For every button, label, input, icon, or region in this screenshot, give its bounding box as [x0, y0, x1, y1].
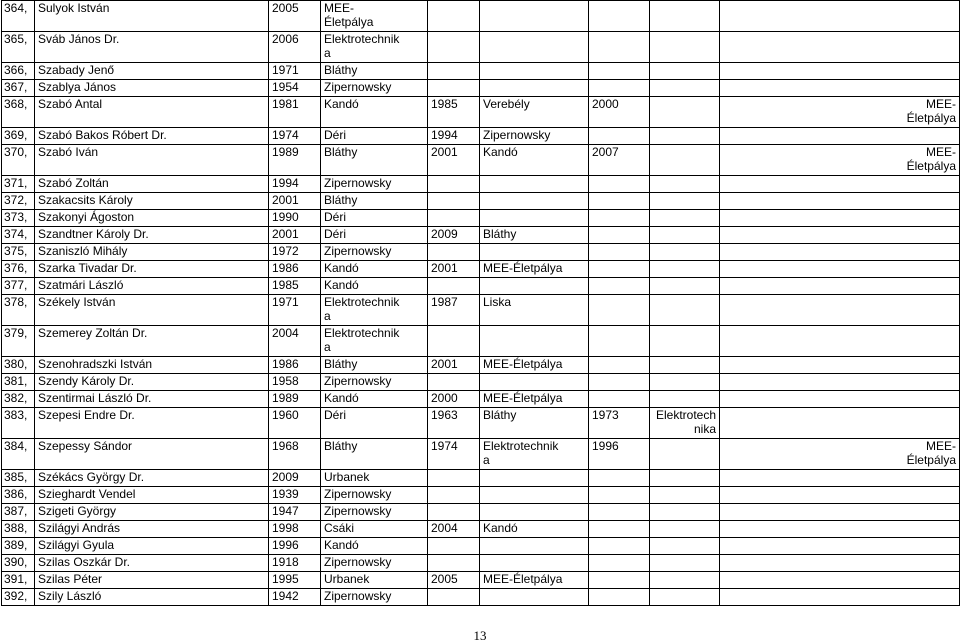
- row-number: 383,: [2, 408, 35, 439]
- year-1-cell: 1998: [269, 521, 321, 538]
- year-2-cell: [428, 374, 480, 391]
- year-2-cell: [428, 32, 480, 63]
- person-name: Szabó Antal: [35, 97, 269, 128]
- row-number: 378,: [2, 295, 35, 326]
- year-3-cell: [589, 521, 650, 538]
- award-4-cell: [720, 63, 960, 80]
- table-row: [2, 193, 960, 210]
- award-2-cell: MEE-Életpálya: [480, 572, 589, 589]
- year-2-cell: [428, 193, 480, 210]
- year-1-cell: 1985: [269, 278, 321, 295]
- person-name: Szablya János: [35, 80, 269, 97]
- year-2-cell: 2001: [428, 357, 480, 374]
- row-number: 382,: [2, 391, 35, 408]
- row-number: 364,: [2, 1, 35, 32]
- award-3-cell: [650, 32, 720, 63]
- award-1-cell: Déri: [321, 210, 428, 227]
- year-1-cell: 1972: [269, 244, 321, 261]
- person-name: Szakacsits Károly: [35, 193, 269, 210]
- row-number: 386,: [2, 487, 35, 504]
- year-1-cell: 1942: [269, 589, 321, 606]
- person-name: Székely István: [35, 295, 269, 326]
- award-4-cell: [720, 128, 960, 145]
- award-4-cell: [720, 227, 960, 244]
- award-2-cell: [480, 589, 589, 606]
- table-row: [2, 145, 960, 176]
- award-3-cell: [650, 470, 720, 487]
- award-2-cell: [480, 538, 589, 555]
- year-1-cell: 1990: [269, 210, 321, 227]
- award-2-cell: Liska: [480, 295, 589, 326]
- year-3-cell: [589, 589, 650, 606]
- year-2-cell: [428, 504, 480, 521]
- person-name: Szily László: [35, 589, 269, 606]
- award-4-cell: [720, 538, 960, 555]
- person-name: Szigeti György: [35, 504, 269, 521]
- year-2-cell: 1985: [428, 97, 480, 128]
- award-2-cell: Verebély: [480, 97, 589, 128]
- year-3-cell: [589, 1, 650, 32]
- table-row: [2, 538, 960, 555]
- year-2-cell: 2005: [428, 572, 480, 589]
- table-row: [2, 32, 960, 63]
- award-1-cell: Zipernowsky: [321, 80, 428, 97]
- year-1-cell: 2005: [269, 1, 321, 32]
- award-4-cell: [720, 210, 960, 227]
- award-3-cell: [650, 538, 720, 555]
- year-2-cell: [428, 470, 480, 487]
- award-4-cell: [720, 572, 960, 589]
- person-name: Szemerey Zoltán Dr.: [35, 326, 269, 357]
- award-3-cell: [650, 295, 720, 326]
- row-number: 379,: [2, 326, 35, 357]
- award-4-cell: [720, 374, 960, 391]
- year-3-cell: [589, 244, 650, 261]
- year-3-cell: [589, 210, 650, 227]
- year-2-cell: [428, 278, 480, 295]
- year-3-cell: [589, 63, 650, 80]
- table-row: [2, 470, 960, 487]
- year-3-cell: [589, 295, 650, 326]
- row-number: 371,: [2, 176, 35, 193]
- award-3-cell: [650, 391, 720, 408]
- table-row: [2, 504, 960, 521]
- award-1-cell: Bláthy: [321, 193, 428, 210]
- award-2-cell: [480, 487, 589, 504]
- award-4-cell: [720, 80, 960, 97]
- row-number: 369,: [2, 128, 35, 145]
- table-row: [2, 589, 960, 606]
- row-number: 381,: [2, 374, 35, 391]
- year-2-cell: [428, 1, 480, 32]
- award-3-cell: [650, 439, 720, 470]
- person-name: Szilas Oszkár Dr.: [35, 555, 269, 572]
- award-2-cell: Kandó: [480, 145, 589, 176]
- person-name: Szabó Zoltán: [35, 176, 269, 193]
- table-row: [2, 408, 960, 439]
- year-2-cell: [428, 538, 480, 555]
- award-3-cell: [650, 145, 720, 176]
- year-3-cell: [589, 32, 650, 63]
- person-name: Szatmári László: [35, 278, 269, 295]
- year-1-cell: 1939: [269, 487, 321, 504]
- award-2-cell: [480, 210, 589, 227]
- year-1-cell: 2009: [269, 470, 321, 487]
- person-name: Szepesi Endre Dr.: [35, 408, 269, 439]
- award-1-cell: Urbanek: [321, 470, 428, 487]
- award-4-cell: [720, 176, 960, 193]
- year-1-cell: 1981: [269, 97, 321, 128]
- table-row: [2, 357, 960, 374]
- award-4-cell: [720, 487, 960, 504]
- award-1-cell: Elektrotechnik a: [321, 295, 428, 326]
- award-1-cell: Kandó: [321, 261, 428, 278]
- award-2-cell: [480, 470, 589, 487]
- award-3-cell: [650, 521, 720, 538]
- year-2-cell: [428, 326, 480, 357]
- year-1-cell: 1974: [269, 128, 321, 145]
- award-3-cell: [650, 128, 720, 145]
- award-1-cell: Bláthy: [321, 145, 428, 176]
- award-3-cell: [650, 1, 720, 32]
- table-row: [2, 80, 960, 97]
- year-2-cell: 2009: [428, 227, 480, 244]
- year-1-cell: 1996: [269, 538, 321, 555]
- row-number: 365,: [2, 32, 35, 63]
- year-2-cell: 2004: [428, 521, 480, 538]
- year-2-cell: [428, 487, 480, 504]
- year-3-cell: 1973: [589, 408, 650, 439]
- award-2-cell: [480, 63, 589, 80]
- year-1-cell: 1994: [269, 176, 321, 193]
- award-3-cell: [650, 63, 720, 80]
- person-name: Szakonyi Ágoston: [35, 210, 269, 227]
- year-3-cell: [589, 572, 650, 589]
- year-3-cell: [589, 555, 650, 572]
- row-number: 388,: [2, 521, 35, 538]
- award-4-cell: [720, 555, 960, 572]
- year-1-cell: 1968: [269, 439, 321, 470]
- year-3-cell: 2000: [589, 97, 650, 128]
- row-number: 373,: [2, 210, 35, 227]
- year-3-cell: [589, 326, 650, 357]
- row-number: 377,: [2, 278, 35, 295]
- award-3-cell: [650, 357, 720, 374]
- award-3-cell: [650, 261, 720, 278]
- year-1-cell: 1989: [269, 145, 321, 176]
- award-3-cell: [650, 97, 720, 128]
- table-row: [2, 391, 960, 408]
- person-name: Székács György Dr.: [35, 470, 269, 487]
- row-number: 375,: [2, 244, 35, 261]
- year-2-cell: [428, 63, 480, 80]
- award-2-cell: [480, 244, 589, 261]
- award-2-cell: [480, 80, 589, 97]
- year-1-cell: 2001: [269, 227, 321, 244]
- award-3-cell: [650, 244, 720, 261]
- award-1-cell: Déri: [321, 128, 428, 145]
- year-1-cell: 1995: [269, 572, 321, 589]
- year-1-cell: 1989: [269, 391, 321, 408]
- row-number: 366,: [2, 63, 35, 80]
- award-3-cell: [650, 80, 720, 97]
- award-1-cell: Kandó: [321, 538, 428, 555]
- award-1-cell: Zipernowsky: [321, 244, 428, 261]
- year-2-cell: 1987: [428, 295, 480, 326]
- award-4-cell: [720, 32, 960, 63]
- award-1-cell: Kandó: [321, 278, 428, 295]
- year-1-cell: 1986: [269, 261, 321, 278]
- award-1-cell: Bláthy: [321, 63, 428, 80]
- year-2-cell: [428, 176, 480, 193]
- table-row: [2, 374, 960, 391]
- award-3-cell: [650, 589, 720, 606]
- award-3-cell: [650, 572, 720, 589]
- award-4-cell: MEE- Életpálya: [720, 439, 960, 470]
- award-4-cell: [720, 504, 960, 521]
- person-name: Szabady Jenő: [35, 63, 269, 80]
- year-3-cell: [589, 193, 650, 210]
- award-1-cell: Déri: [321, 408, 428, 439]
- award-1-cell: Zipernowsky: [321, 504, 428, 521]
- table-row: [2, 555, 960, 572]
- year-1-cell: 1918: [269, 555, 321, 572]
- award-1-cell: Zipernowsky: [321, 589, 428, 606]
- award-1-cell: Elektrotechnik a: [321, 326, 428, 357]
- year-2-cell: [428, 589, 480, 606]
- year-2-cell: [428, 210, 480, 227]
- table-row: [2, 326, 960, 357]
- person-name: Szabó Bakos Róbert Dr.: [35, 128, 269, 145]
- year-3-cell: 2007: [589, 145, 650, 176]
- award-3-cell: [650, 487, 720, 504]
- year-1-cell: 2006: [269, 32, 321, 63]
- award-3-cell: [650, 278, 720, 295]
- year-1-cell: 1960: [269, 408, 321, 439]
- row-number: 389,: [2, 538, 35, 555]
- award-4-cell: [720, 470, 960, 487]
- person-name: Szieghardt Vendel: [35, 487, 269, 504]
- award-1-cell: Zipernowsky: [321, 374, 428, 391]
- year-3-cell: [589, 278, 650, 295]
- person-name: Szenohradszki István: [35, 357, 269, 374]
- year-3-cell: [589, 538, 650, 555]
- award-4-cell: [720, 326, 960, 357]
- award-3-cell: [650, 227, 720, 244]
- year-2-cell: [428, 244, 480, 261]
- year-3-cell: [589, 176, 650, 193]
- table-row: [2, 261, 960, 278]
- year-3-cell: [589, 227, 650, 244]
- table-row: [2, 97, 960, 128]
- year-2-cell: 1974: [428, 439, 480, 470]
- award-1-cell: Kandó: [321, 391, 428, 408]
- award-4-cell: [720, 357, 960, 374]
- person-name: Szendy Károly Dr.: [35, 374, 269, 391]
- award-3-cell: [650, 326, 720, 357]
- award-2-cell: [480, 32, 589, 63]
- award-1-cell: Zipernowsky: [321, 555, 428, 572]
- year-1-cell: 2001: [269, 193, 321, 210]
- award-1-cell: Csáki: [321, 521, 428, 538]
- year-3-cell: [589, 357, 650, 374]
- person-name: Sulyok István: [35, 1, 269, 32]
- year-3-cell: [589, 80, 650, 97]
- award-4-cell: MEE- Életpálya: [720, 145, 960, 176]
- award-1-cell: Bláthy: [321, 439, 428, 470]
- table-row: [2, 487, 960, 504]
- person-name: Szilas Péter: [35, 572, 269, 589]
- award-4-cell: [720, 521, 960, 538]
- award-4-cell: [720, 278, 960, 295]
- year-2-cell: [428, 80, 480, 97]
- award-2-cell: [480, 278, 589, 295]
- person-name: Szaniszló Mihály: [35, 244, 269, 261]
- award-3-cell: [650, 193, 720, 210]
- award-4-cell: [720, 1, 960, 32]
- person-name: Sváb János Dr.: [35, 32, 269, 63]
- year-1-cell: 1971: [269, 63, 321, 80]
- award-3-cell: [650, 210, 720, 227]
- award-3-cell: Elektrotech nika: [650, 408, 720, 439]
- award-1-cell: MEE- Életpálya: [321, 1, 428, 32]
- person-name: Szepessy Sándor: [35, 439, 269, 470]
- row-number: 384,: [2, 439, 35, 470]
- year-1-cell: 1947: [269, 504, 321, 521]
- year-2-cell: [428, 555, 480, 572]
- year-3-cell: [589, 374, 650, 391]
- award-3-cell: [650, 374, 720, 391]
- year-1-cell: 1986: [269, 357, 321, 374]
- table-body: [2, 1, 960, 606]
- table-row: [2, 1, 960, 32]
- award-4-cell: [720, 261, 960, 278]
- year-3-cell: [589, 487, 650, 504]
- year-2-cell: 2000: [428, 391, 480, 408]
- award-1-cell: Bláthy: [321, 357, 428, 374]
- award-2-cell: Bláthy: [480, 408, 589, 439]
- award-4-cell: MEE- Életpálya: [720, 97, 960, 128]
- award-3-cell: [650, 555, 720, 572]
- row-number: 391,: [2, 572, 35, 589]
- award-4-cell: [720, 295, 960, 326]
- award-2-cell: Zipernowsky: [480, 128, 589, 145]
- table-row: [2, 128, 960, 145]
- row-number: 387,: [2, 504, 35, 521]
- award-2-cell: MEE-Életpálya: [480, 261, 589, 278]
- row-number: 390,: [2, 555, 35, 572]
- person-name: Szentirmai László Dr.: [35, 391, 269, 408]
- table-row: [2, 210, 960, 227]
- award-2-cell: [480, 555, 589, 572]
- table-row: [2, 572, 960, 589]
- award-4-cell: [720, 589, 960, 606]
- person-name: Szilágyi Gyula: [35, 538, 269, 555]
- award-2-cell: [480, 1, 589, 32]
- table-row: [2, 63, 960, 80]
- award-1-cell: Elektrotechnik a: [321, 32, 428, 63]
- award-4-cell: [720, 408, 960, 439]
- award-1-cell: Kandó: [321, 97, 428, 128]
- award-1-cell: Déri: [321, 227, 428, 244]
- person-name: Szabó Iván: [35, 145, 269, 176]
- award-4-cell: [720, 391, 960, 408]
- table-row: [2, 227, 960, 244]
- award-2-cell: [480, 326, 589, 357]
- award-2-cell: Kandó: [480, 521, 589, 538]
- row-number: 380,: [2, 357, 35, 374]
- table-row: [2, 295, 960, 326]
- year-2-cell: 2001: [428, 261, 480, 278]
- year-2-cell: 2001: [428, 145, 480, 176]
- person-name: Szarka Tivadar Dr.: [35, 261, 269, 278]
- person-name: Szandtner Károly Dr.: [35, 227, 269, 244]
- row-number: 374,: [2, 227, 35, 244]
- row-number: 385,: [2, 470, 35, 487]
- year-3-cell: [589, 504, 650, 521]
- award-register-table: [1, 0, 960, 606]
- table-row: [2, 521, 960, 538]
- award-2-cell: [480, 374, 589, 391]
- award-1-cell: Zipernowsky: [321, 176, 428, 193]
- award-1-cell: Zipernowsky: [321, 487, 428, 504]
- award-2-cell: [480, 176, 589, 193]
- award-3-cell: [650, 504, 720, 521]
- row-number: 376,: [2, 261, 35, 278]
- row-number: 370,: [2, 145, 35, 176]
- award-2-cell: [480, 504, 589, 521]
- year-1-cell: 1954: [269, 80, 321, 97]
- award-2-cell: Bláthy: [480, 227, 589, 244]
- year-3-cell: [589, 391, 650, 408]
- page-number: 13: [473, 628, 487, 643]
- table-row: [2, 439, 960, 470]
- award-3-cell: [650, 176, 720, 193]
- award-2-cell: MEE-Életpálya: [480, 391, 589, 408]
- year-2-cell: 1994: [428, 128, 480, 145]
- year-1-cell: 2004: [269, 326, 321, 357]
- year-1-cell: 1958: [269, 374, 321, 391]
- row-number: 392,: [2, 589, 35, 606]
- table-row: [2, 278, 960, 295]
- award-2-cell: [480, 193, 589, 210]
- row-number: 368,: [2, 97, 35, 128]
- person-name: Szilágyi András: [35, 521, 269, 538]
- year-3-cell: [589, 128, 650, 145]
- award-2-cell: MEE-Életpálya: [480, 357, 589, 374]
- table-row: [2, 244, 960, 261]
- table-row: [2, 176, 960, 193]
- year-1-cell: 1971: [269, 295, 321, 326]
- award-4-cell: [720, 193, 960, 210]
- row-number: 372,: [2, 193, 35, 210]
- award-2-cell: Elektrotechnik a: [480, 439, 589, 470]
- award-1-cell: Urbanek: [321, 572, 428, 589]
- year-3-cell: 1996: [589, 439, 650, 470]
- year-3-cell: [589, 470, 650, 487]
- award-4-cell: [720, 244, 960, 261]
- year-3-cell: [589, 261, 650, 278]
- year-2-cell: 1963: [428, 408, 480, 439]
- row-number: 367,: [2, 80, 35, 97]
